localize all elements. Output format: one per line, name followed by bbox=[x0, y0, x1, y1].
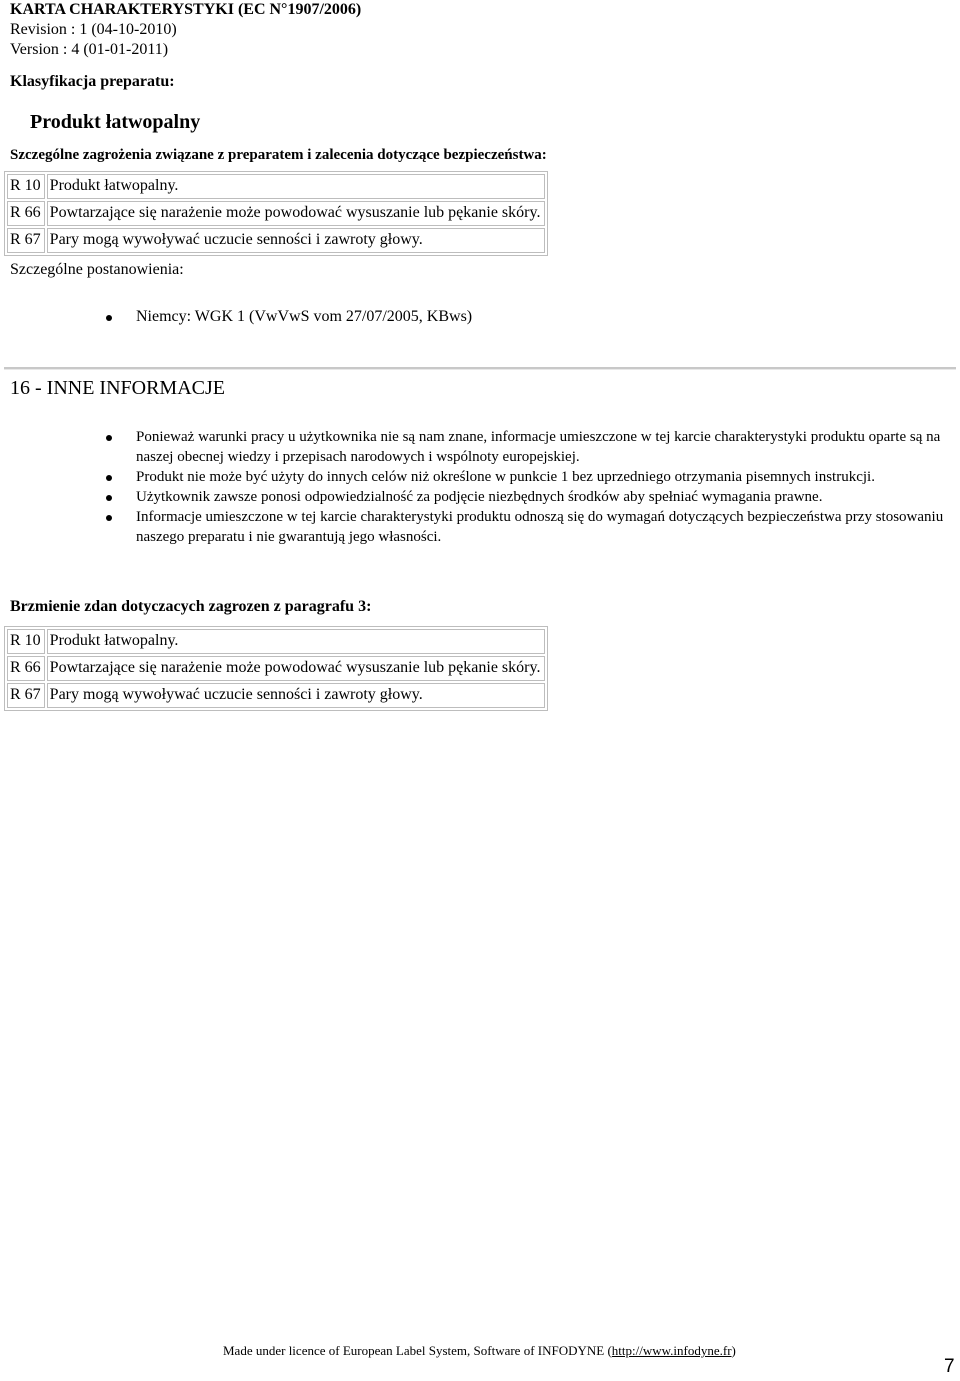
revision-line: Revision : 1 (04-10-2010) bbox=[10, 21, 177, 38]
risk-code: R 10 bbox=[7, 629, 45, 654]
risk-text: Pary mogą wywoływać uczucie senności i zawroty głowy. bbox=[47, 683, 546, 708]
risk-code: R 67 bbox=[7, 228, 45, 253]
risk-code: R 67 bbox=[7, 683, 45, 708]
table-row bbox=[7, 201, 545, 226]
risk-code: R 66 bbox=[7, 201, 45, 226]
table-row bbox=[7, 228, 545, 253]
phrases-heading: Brzmienie zdan dotyczacych zagrozen z paragrafu 3: bbox=[10, 598, 372, 615]
risk-code: R 66 bbox=[7, 656, 45, 681]
risk-phrases-table bbox=[4, 626, 548, 711]
section-16-heading: 16 - INNE INFORMACJE bbox=[10, 377, 225, 399]
list-item: Użytkownik zawsze ponosi odpowiedzialność za podjęcie niezbędnych środków aby spełniać wymagania prawne. bbox=[106, 487, 946, 507]
risk-text: Powtarzające się narażenie może powodować wysuszanie lub pękanie skóry. bbox=[47, 201, 546, 226]
risk-text: Produkt łatwopalny. bbox=[47, 629, 546, 654]
list-item: Ponieważ warunki pracy u użytkownika nie są nam znane, informacje umieszczone w tej karcie charakterystyki produktu oparte są na naszej obecnej wiedzy i przepisach narodowych i wspólnoty europejskiej. bbox=[106, 427, 946, 467]
risk-text: Pary mogą wywoływać uczucie senności i zawroty głowy. bbox=[47, 228, 546, 253]
risk-text: Powtarzające się narażenie może powodować wysuszanie lub pękanie skóry. bbox=[47, 656, 546, 681]
risk-phrases-table bbox=[4, 171, 548, 256]
infodyne-link[interactable]: http://www.infodyne.fr bbox=[611, 1343, 732, 1358]
bullet-icon bbox=[106, 475, 112, 481]
list-item: Niemcy: WGK 1 (VwVwS vom 27/07/2005, KBws) bbox=[106, 307, 472, 327]
special-provisions-heading: Szczególne postanowienia: bbox=[10, 261, 184, 278]
document-title: KARTA CHARAKTERYSTYKI (EC N°1907/2006) bbox=[10, 1, 362, 18]
bullet-icon bbox=[106, 515, 112, 521]
list-item: Informacje umieszczone w tej karcie charakterystyki produktu odnoszą się do wymagań dotyczących bezpieczeństwa przy stosowaniu naszego preparatu i nie gwarantują jego własności. bbox=[106, 507, 946, 547]
other-info-list bbox=[106, 427, 946, 547]
table-row bbox=[7, 683, 545, 708]
product-class: Produkt łatwopalny bbox=[30, 111, 201, 133]
bullet-icon bbox=[106, 315, 112, 321]
section-divider bbox=[4, 367, 956, 370]
classification-heading: Klasyfikacja preparatu: bbox=[10, 73, 175, 90]
risks-heading: Szczególne zagrożenia związane z preparatem i zalecenia dotyczące bezpieczeństwa: bbox=[10, 147, 547, 163]
table-row bbox=[7, 174, 545, 199]
special-provisions-list bbox=[106, 307, 472, 327]
bullet-icon bbox=[106, 495, 112, 501]
table-row bbox=[7, 629, 545, 654]
footer-licence: Made under licence of European Label System, Software of INFODYNE (http://www.infodyne.fr) bbox=[223, 1343, 736, 1358]
risk-text: Produkt łatwopalny. bbox=[47, 174, 546, 199]
page-number: 7 bbox=[944, 1356, 955, 1377]
table-row bbox=[7, 656, 545, 681]
risk-code: R 10 bbox=[7, 174, 45, 199]
list-item: Produkt nie może być użyty do innych celów niż określone w punkcie 1 bez uprzedniego otrzymania pisemnych instrukcji. bbox=[106, 467, 946, 487]
version-line: Version : 4 (01-01-2011) bbox=[10, 41, 169, 58]
bullet-icon bbox=[106, 435, 112, 441]
